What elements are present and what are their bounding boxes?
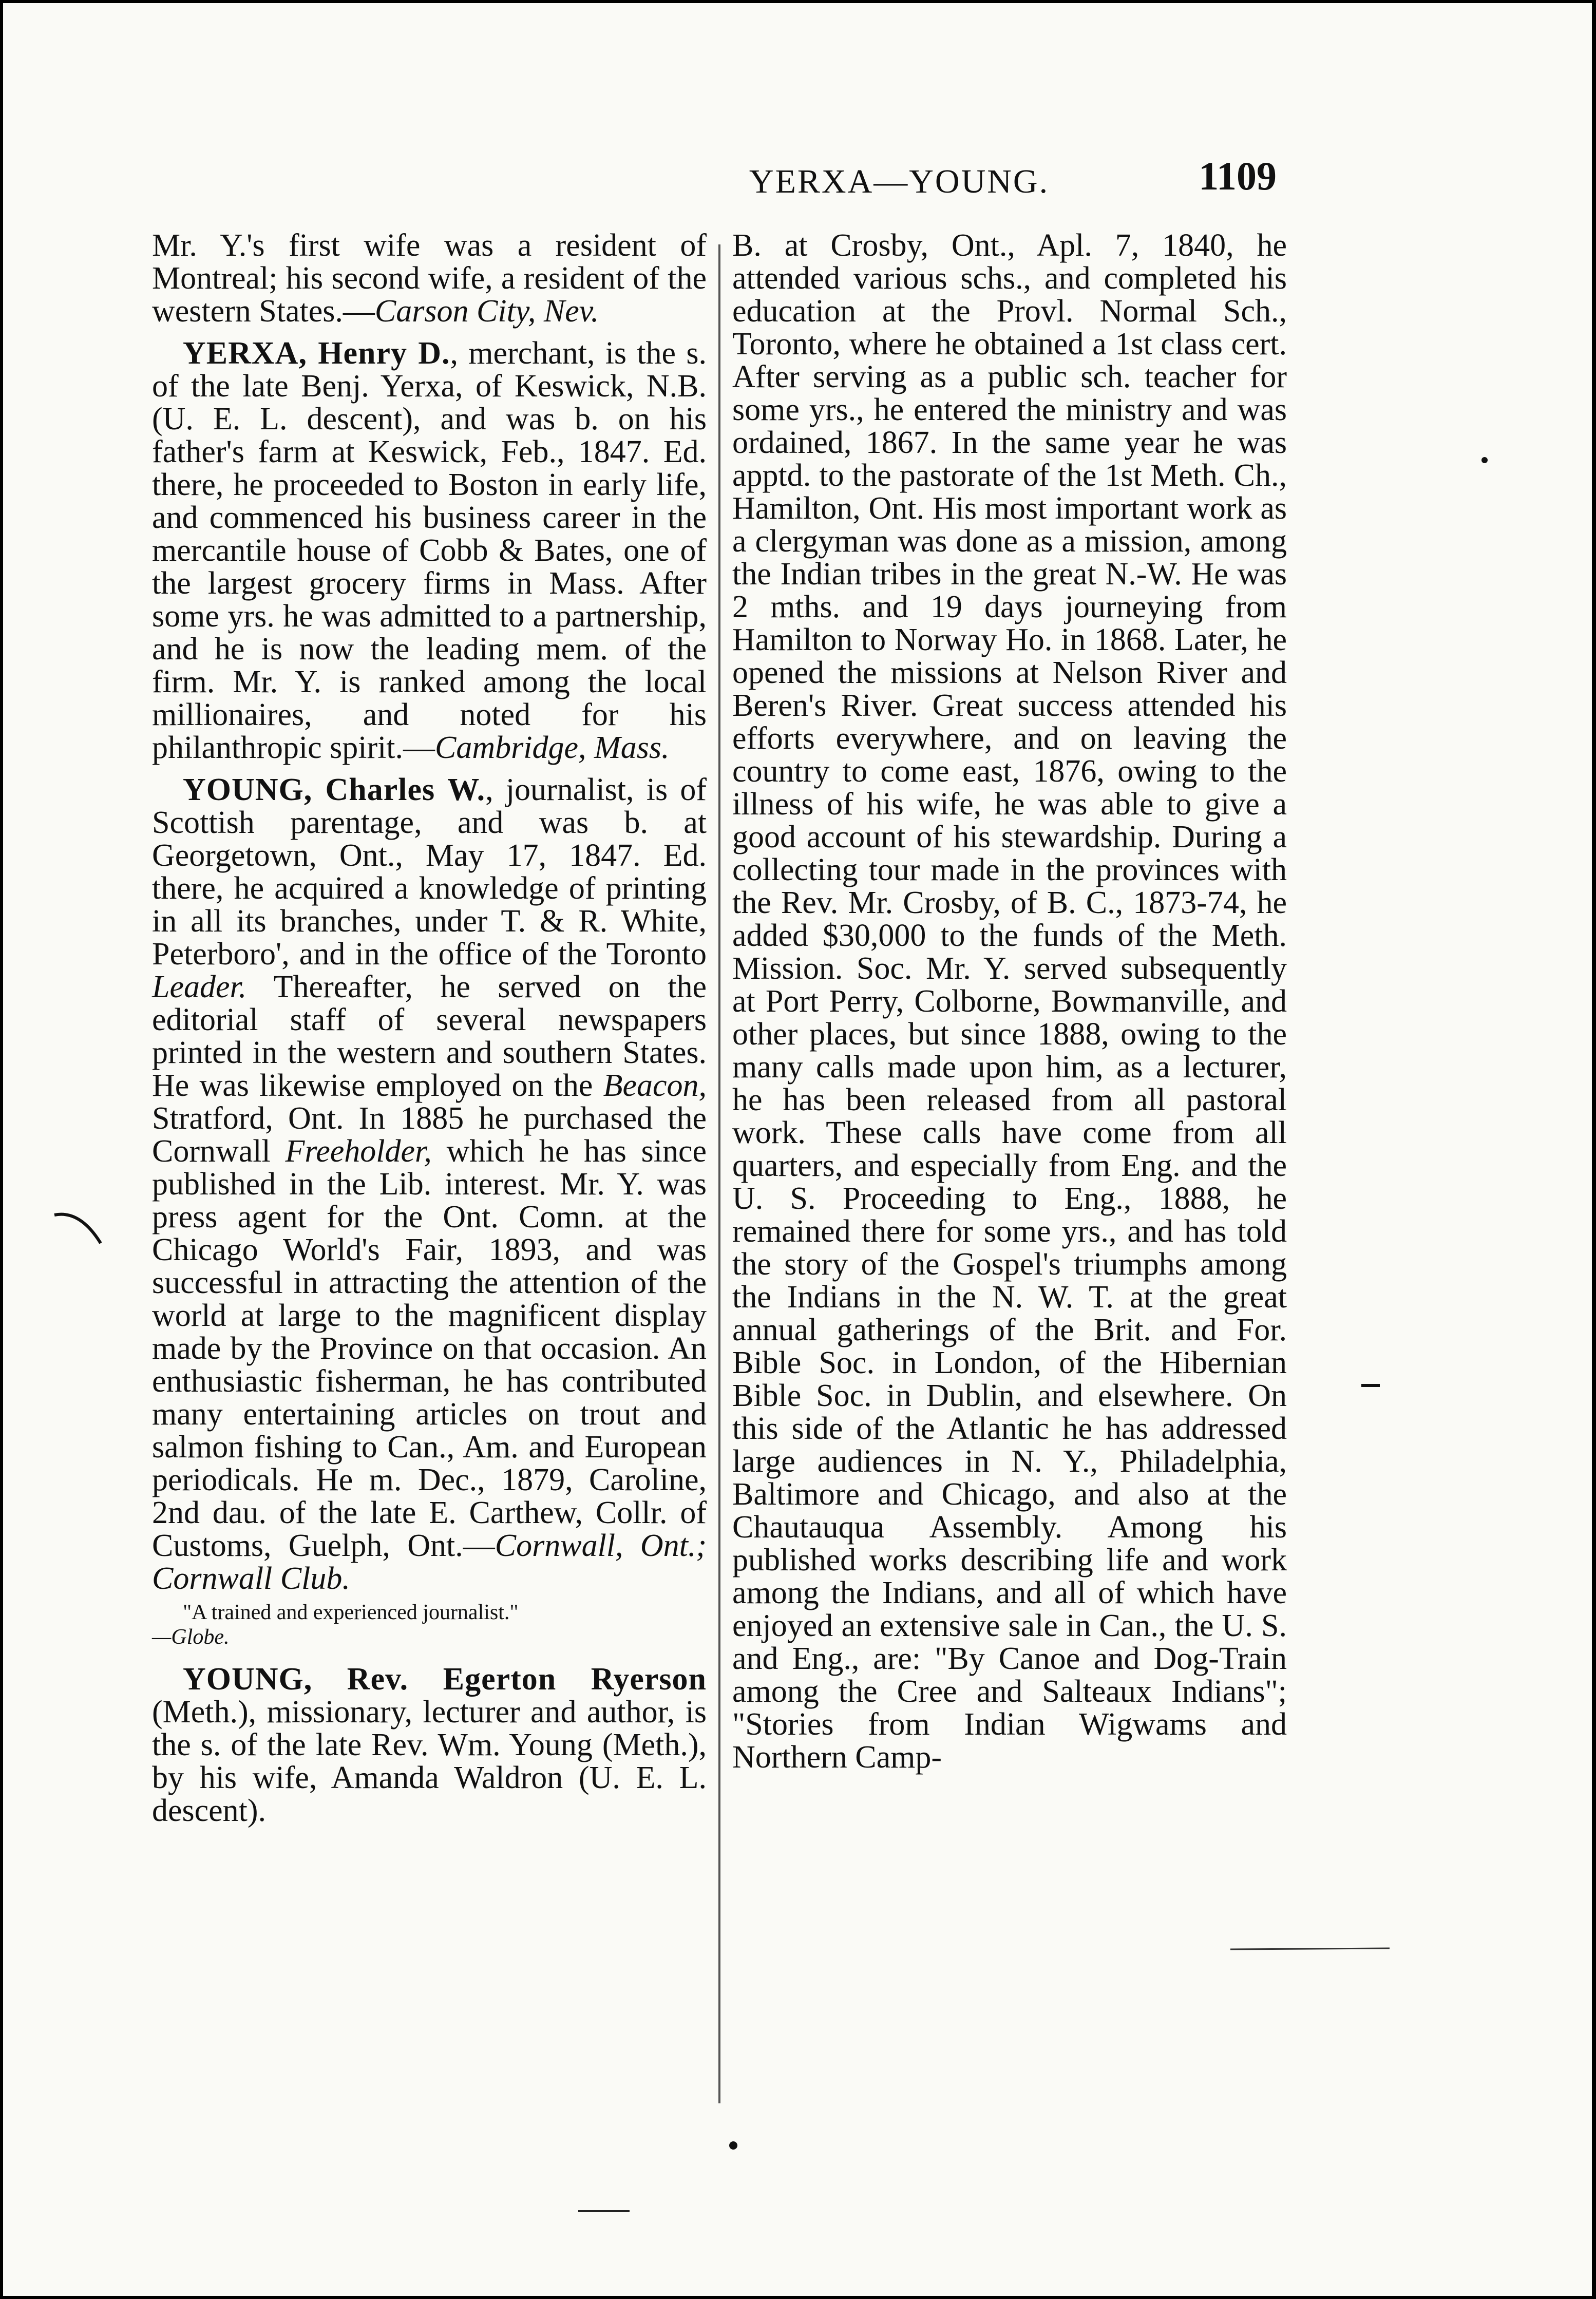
running-header <box>496 162 1302 201</box>
entry-yerxa-henry <box>152 337 707 764</box>
press-quote <box>152 1600 707 1649</box>
italic-title: Leader. <box>152 970 247 1004</box>
entry-text: Thereafter, he served on the editorial staff of several newspapers printed in the western and southern States. He was likewise employed on the <box>152 970 707 1103</box>
entry-text: , merchant, is the s. of the late Benj. Yerxa, of Keswick, N.B. (U. E. L. descent), and was b. on his father's farm at Keswick, Feb., 1847. Ed. there, he proceeded to Boston in early life, and commenced his business career in the mercantile house of Cobb & Bates, one of the largest grocery firms in Mass. After some yrs. he was admitted to a partnership, and he is now the leading mem. of the firm. Mr. Y. is ranked among the local millionaires, and noted for his philanthropic spirit.— <box>152 336 707 765</box>
header-title: YERXA—YOUNG. <box>749 163 1050 200</box>
paragraph-text: Mr. Y.'s first wife was a resident of Montreal; his second wife, a resident of the western States.— <box>152 228 707 329</box>
left-column <box>152 229 707 1827</box>
entry-text: , journalist, is of Scottish parentage, and was b. at Georgetown, Ont., May 17, 1847. Ed. there, he acquired a knowledge of printing in all its branches, under T. & R. White, Peterboro', and in the office of the Toronto <box>152 772 707 972</box>
quote-source: —Globe. <box>152 1625 230 1649</box>
italic-title: Beacon, <box>603 1068 707 1103</box>
carson-city-paragraph <box>152 229 707 328</box>
bottom-dash-mark <box>578 2206 635 2216</box>
italic-title: Freeholder, <box>285 1134 432 1169</box>
page-number: 1109 <box>1199 154 1277 198</box>
right-column <box>732 229 1287 1774</box>
entry-name: YERXA, Henry D. <box>183 336 450 371</box>
entry-young-charles <box>152 773 707 1595</box>
margin-pen-mark <box>52 1207 108 1248</box>
quote-text: "A trained and experienced journalist." <box>183 1601 519 1624</box>
bottom-dot-mark <box>727 2139 739 2152</box>
source-citation: Cambridge, Mass. <box>435 730 670 765</box>
entry-text: (Meth.), missionary, lecturer and author, is the s. of the late Rev. Wm. Young (Meth.), by his wife, Amanda Waldron (U. E. L. descent). <box>152 1695 707 1828</box>
pencil-stroke-mark <box>1230 1939 1395 1960</box>
margin-dot-mark <box>1479 455 1490 465</box>
source-citation: Carson City, Nev. <box>374 294 599 329</box>
column-divider <box>718 244 720 2103</box>
scanned-page <box>3 3 1592 2296</box>
entry-young-egerton <box>152 1663 707 1827</box>
margin-dash-mark <box>1361 1382 1382 1389</box>
entry-text: Stratford, Ont. In 1885 he purchased the Cornwall <box>152 1101 707 1169</box>
source-citation: Cornwall, Ont.; Cornwall Club. <box>152 1528 707 1596</box>
entry-name: YOUNG, Charles W. <box>183 772 486 807</box>
entry-name: YOUNG, Rev. Egerton Ryerson <box>183 1662 707 1697</box>
entry-young-egerton-continued: B. at Crosby, Ont., Apl. 7, 1840, he attended various schs., and completed his education at the Provl. Normal Sch., Toronto, where he obtained a 1st class cert. After serving as a public sch. teacher for some yrs., he entered the ministry and was ordained, 1867. In the same year he was apptd. to the pastorate of the 1st Meth. Ch., Hamilton, Ont. His most important work as a clergyman was done as a mission, among the Indian tribes in the great N.-W. He was 2 mths. and 19 days journeying from Hamilton to Norway Ho. in 1868. Later, he opened the missions at Nelson River and Beren's River. Great success attended his efforts everywhere, and on leaving the country to come east, 1876, owing to the illness of his wife, he was able to give a good account of his stewardship. During a collecting tour made in the provinces with the Rev. Mr. Crosby, of B. C., 1873-74, he added $30,000 to the funds of the Meth. Mission. Soc. Mr. Y. served subsequently at Port Perry, Colborne, Bowmanville, and other places, but since 1888, owing to the many calls made upon him, as a lecturer, he has been released from all pastoral work. These calls have come from all quarters, and especially from Eng. and the U. S. Proceeding to Eng., 1888, he remained there for some yrs., and has told the story of the Gospel's triumphs among the Indians in the N. W. T. at the great annual gatherings of the Brit. and For. Bible Soc. in London, of the Hibernian Bible Soc. in Dublin, and elsewhere. On this side of the Atlantic he has addressed large audiences in N. Y., Philadelphia, Baltimore and Chicago, and also at the Chautauqua Assembly. Among his published works describing life and work among the Indians, and all of which have enjoyed an extensive sale in Can., the U. S. and Eng., are: "By Canoe and Dog-Train among the Cree and Salteaux Indians"; "Stories from Indian Wigwams and Northern Camp- <box>732 228 1287 1775</box>
entry-text: which he has since published in the Lib. interest. Mr. Y. was press agent for the Ont. Comn. at the Chicago World's Fair, 1893, and was successful in attracting the attention of the world at large to the magnificent display made by the Province on that occasion. An enthusiastic fisherman, he has contributed many entertaining articles on trout and salmon fishing to Can., Am. and European periodicals. He m. Dec., 1879, Caroline, 2nd dau. of the late E. Carthew, Collr. of Customs, Guelph, Ont.— <box>152 1134 707 1563</box>
